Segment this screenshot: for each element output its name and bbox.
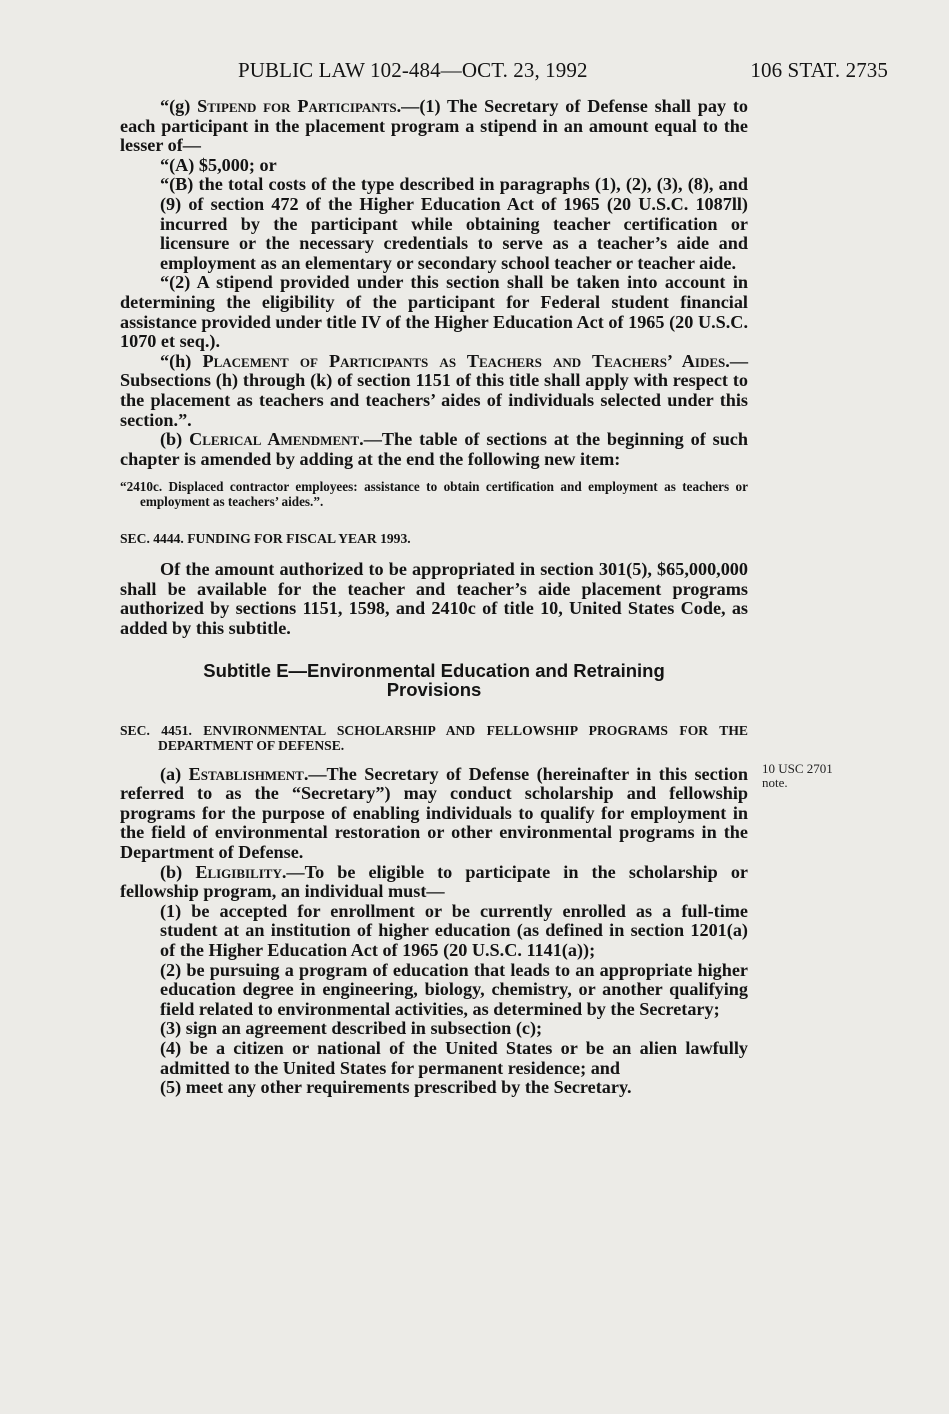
eligibility-lead: (b) — [160, 861, 196, 882]
margin-note-label: note. — [762, 775, 788, 790]
clerical-text: .—The table of sections at the beginning of such chapter is amended by adding at the end the following new item: — [120, 429, 748, 469]
stipend-heading: Stipend for Participants — [197, 96, 397, 116]
placement-text: .—Subsections (h) through (k) of section 1151 of this title shall apply with respect to the placement as teachers and teachers’ aides of individuals selected under this section.”. — [120, 350, 748, 430]
law-title: PUBLIC LAW 102-484—OCT. 23, 1992 — [238, 58, 588, 82]
clerical-paragraph — [120, 430, 748, 469]
list-item: (1) be accepted for enrollment or be currently enrolled as a full-time student at an institution of higher education (as defined in section 1201(a) of the Higher Education Act of 1965 (20 U.S.C. 1141(a)); — [160, 900, 748, 960]
eligibility-heading: Eligibility — [195, 861, 282, 882]
establishment-text: .—The Secretary of Defense (hereinafter in this section referred to as the “Secretary”) may conduct scholarship and fellowship programs for the purpose of enabling individuals to qualify for employment in the field of environmental restoration or other environmental programs in the Department of Defense. — [120, 763, 748, 863]
establishment-heading: Establishment — [188, 763, 304, 784]
table-of-sections-item: “2410c. Displaced contractor employees: assistance to obtain certification and employment as teachers or employment as teachers’ aides.”. — [120, 479, 748, 510]
list-item: (4) be a citizen or national of the United States or be an alien lawfully admitted to the United States for permanent residence; and — [160, 1037, 748, 1078]
list-item: (5) meet any other requirements prescribed by the Secretary. — [160, 1077, 632, 1098]
subtitle-heading — [120, 661, 748, 699]
stipend-lead: “(g) — [160, 96, 198, 116]
margin-note-citation: 10 USC 2701 — [762, 761, 833, 776]
placement-heading: Placement of Participants as Teachers and Teachers’ Aides — [202, 350, 726, 371]
sec-4444-text: Of the amount authorized to be appropriated in section 301(5), $65,000,000 shall be available for the teacher and teacher’s aide placement programs authorized by sections 1151, 1598, and 2410c of title 10, United States Code, as added by this subtitle. — [120, 559, 748, 639]
eligibility-paragraph — [120, 863, 748, 902]
stat-page: 106 STAT. 2735 — [750, 58, 888, 82]
sec-4451-heading: SEC. 4451. ENVIRONMENTAL SCHOLARSHIP AND FELLOWSHIP PROGRAMS FOR THE DEPARTMENT OF DEFENSE. — [120, 722, 748, 753]
stipend-paragraph-2: “(2) A stipend provided under this section shall be taken into account in determining the eligibility of the participant for Federal student financial assistance provided under title IV of the Higher Education Act of 1965 (20 U.S.C. 1070 et seq.). — [120, 272, 748, 352]
sec-4444-heading: SEC. 4444. FUNDING FOR FISCAL YEAR 1993. — [120, 531, 411, 547]
clerical-heading: Clerical Amendment — [189, 429, 360, 450]
stipend-item-a: “(A) $5,000; or — [160, 154, 277, 175]
clerical-lead: (b) — [160, 429, 190, 450]
eligibility-text: .—To be eligible to participate in the scholarship or fellowship program, an individual must— — [120, 861, 748, 902]
subtitle-line-2: Provisions — [386, 678, 482, 700]
subtitle-line-1: Subtitle E—Environmental Education and Retraining — [203, 659, 665, 681]
placement-paragraph — [120, 352, 748, 430]
list-item: (3) sign an agreement described in subsection (c); — [160, 1018, 543, 1039]
stipend-item-b: “(B) the total costs of the type described in paragraphs (1), (2), (3), (8), and (9) of section 472 of the Higher Education Act of 1965 (20 U.S.C. 1087ll) incurred by the participant while obtaining teacher certification or licensure or the necessary credentials to serve as a teacher’s aide and employment as an elementary or secondary school teacher or teacher aide. — [160, 174, 748, 273]
placement-lead: “(h) — [160, 350, 203, 371]
body-text — [120, 97, 748, 1098]
stipend-paragraph — [120, 97, 748, 156]
margin-note — [762, 762, 833, 790]
page-header — [238, 58, 888, 82]
establishment-lead: (a) — [160, 763, 189, 784]
list-item: (2) be pursuing a program of education that leads to an appropriate higher education degree in engineering, biology, chemistry, or another qualifying field related to environmental activities, as determined by the Secretary; — [160, 959, 748, 1019]
establishment-paragraph — [120, 765, 748, 863]
stipend-text: .—(1) The Secretary of Defense shall pay to each participant in the placement program a stipend in an amount equal to the lesser of— — [120, 96, 748, 156]
